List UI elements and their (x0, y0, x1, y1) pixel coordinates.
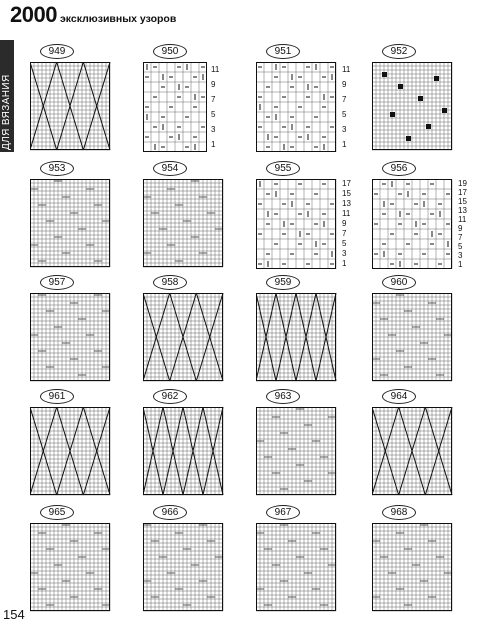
pattern-number: 967 (266, 505, 300, 520)
pattern-number: 959 (266, 275, 300, 290)
row-number: 15 (342, 189, 351, 198)
knitting-chart (30, 62, 112, 152)
knitting-chart (372, 293, 454, 383)
row-number: 3 (342, 249, 347, 258)
row-number: 7 (342, 229, 347, 238)
row-numbers (342, 179, 351, 269)
row-number: 3 (342, 125, 347, 134)
knitting-chart (30, 523, 112, 613)
row-numbers (342, 62, 350, 152)
knitting-chart (143, 523, 225, 613)
row-number: 1 (342, 259, 347, 268)
row-number: 5 (342, 110, 347, 119)
knitting-chart (30, 179, 112, 269)
page-number: 154 (3, 607, 25, 622)
row-number: 7 (211, 95, 216, 104)
row-number: 5 (211, 110, 216, 119)
knitting-chart (256, 407, 338, 497)
knitting-chart (143, 407, 225, 497)
pattern-number: 966 (153, 505, 187, 520)
row-number: 11 (342, 65, 351, 74)
row-number: 9 (458, 224, 463, 233)
pattern-number: 957 (40, 275, 74, 290)
row-number: 9 (342, 219, 347, 228)
row-number: 17 (342, 179, 351, 188)
pattern-number: 949 (40, 44, 74, 59)
pattern-number: 963 (266, 389, 300, 404)
knitting-chart (30, 293, 112, 383)
knitting-chart (143, 179, 225, 269)
row-number: 11 (458, 215, 467, 224)
knitting-chart (372, 179, 454, 269)
pattern-number: 962 (153, 389, 187, 404)
row-number: 15 (458, 197, 467, 206)
pattern-number: 951 (266, 44, 300, 59)
row-number: 5 (458, 242, 463, 251)
row-number: 13 (342, 199, 351, 208)
pattern-number: 956 (382, 161, 416, 176)
row-number: 11 (211, 65, 220, 74)
title-text: эксклюзивных узоров (59, 13, 177, 25)
page-title (10, 2, 176, 28)
row-number: 7 (458, 233, 463, 242)
title-number: 2000 (10, 2, 57, 27)
row-number: 19 (458, 179, 467, 188)
pattern-number: 965 (40, 505, 74, 520)
knitting-chart (143, 62, 207, 152)
row-number: 3 (211, 125, 216, 134)
row-number: 5 (342, 239, 347, 248)
row-number: 3 (458, 251, 463, 260)
pattern-number: 953 (40, 161, 74, 176)
knitting-chart (256, 293, 338, 383)
pattern-number: 964 (382, 389, 416, 404)
pattern-number: 954 (153, 161, 187, 176)
knitting-chart (256, 523, 338, 613)
row-number: 1 (211, 140, 216, 149)
knitting-chart (372, 62, 454, 152)
knitting-chart (256, 179, 338, 269)
knitting-chart (372, 523, 454, 613)
row-number: 9 (342, 80, 347, 89)
pattern-number: 968 (382, 505, 416, 520)
pattern-number: 961 (40, 389, 74, 404)
side-tab-label: ДЛЯ ВЯЗАНИЯ (1, 74, 12, 150)
row-numbers (458, 179, 467, 269)
knitting-chart (30, 407, 112, 497)
row-number: 1 (342, 140, 347, 149)
row-number: 9 (211, 80, 216, 89)
pattern-number: 958 (153, 275, 187, 290)
row-number: 7 (342, 95, 347, 104)
row-numbers (211, 62, 219, 152)
row-number: 1 (458, 260, 463, 269)
knitting-chart (143, 293, 225, 383)
side-tab (0, 40, 14, 152)
pattern-number: 950 (153, 44, 187, 59)
knitting-chart (256, 62, 338, 152)
row-number: 13 (458, 206, 467, 215)
pattern-number: 952 (382, 44, 416, 59)
pattern-number: 955 (266, 161, 300, 176)
row-number: 17 (458, 188, 467, 197)
knitting-chart (372, 407, 454, 497)
row-number: 11 (342, 209, 351, 218)
pattern-number: 960 (382, 275, 416, 290)
